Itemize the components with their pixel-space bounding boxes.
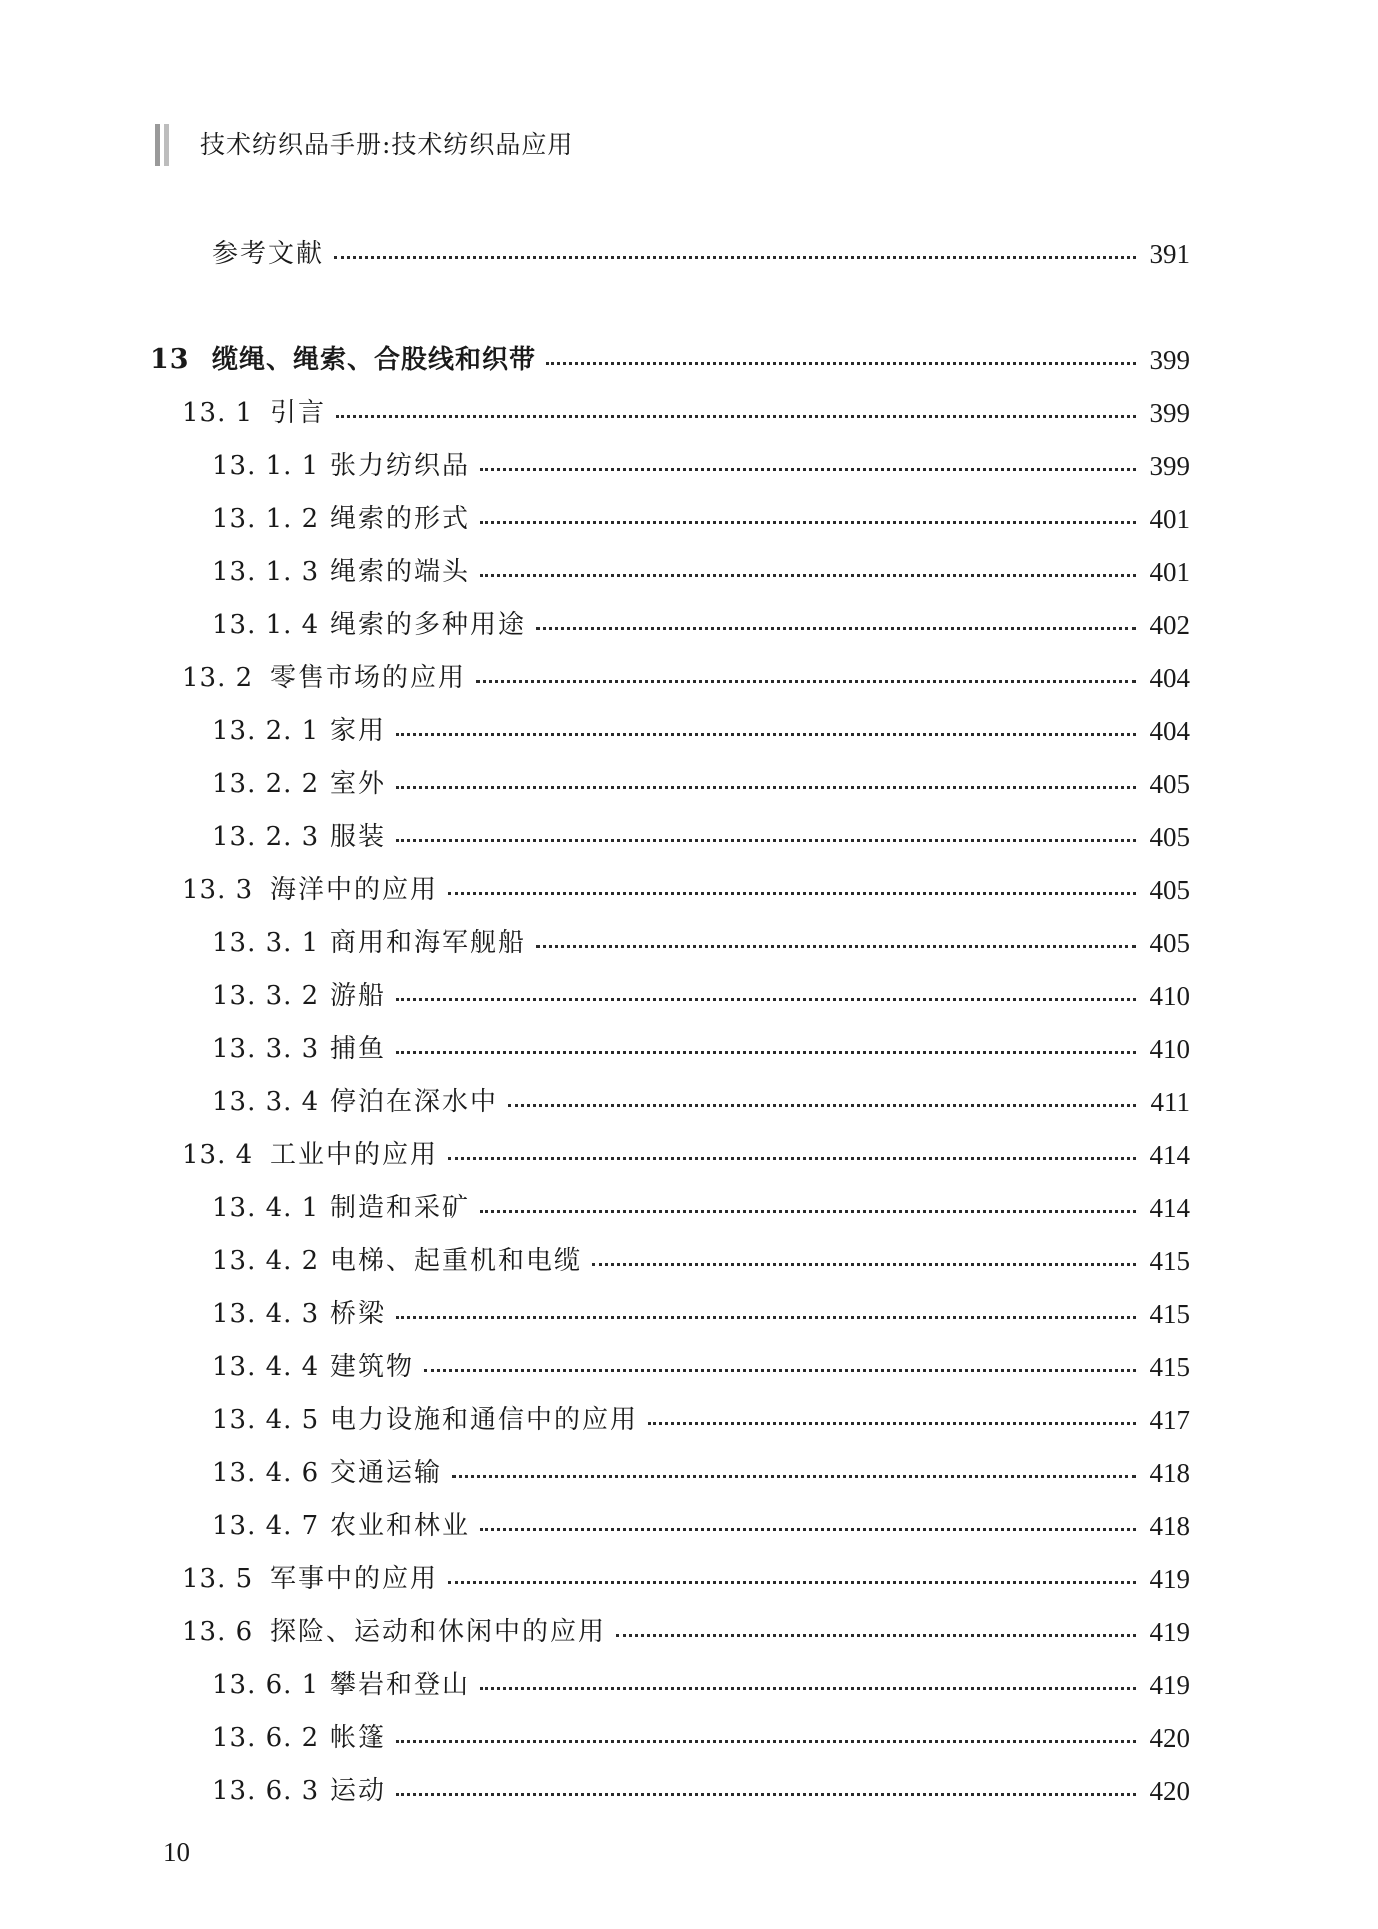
- toc-subsection-entry[interactable]: [212, 1241, 1190, 1281]
- toc-subsection-entry[interactable]: [212, 1665, 1190, 1705]
- toc-entry-page: 399: [1149, 398, 1190, 428]
- toc-entry-title: 张力纺织品: [330, 451, 471, 481]
- toc-entry-number: 13. 1: [182, 398, 254, 428]
- toc-entry-title: 商用和海军舰船: [330, 928, 527, 958]
- toc-entry-page: 411: [1150, 1087, 1190, 1117]
- dot-leader: [480, 1210, 1136, 1213]
- toc-entry-title: 攀岩和登山: [330, 1670, 471, 1700]
- toc-entry-title: 制造和采矿: [330, 1193, 471, 1223]
- toc-subsection-entry[interactable]: [212, 923, 1190, 963]
- dot-leader: [396, 733, 1136, 736]
- header-bar-mark: [155, 124, 160, 166]
- toc-entry-title: 引言: [270, 398, 327, 428]
- dot-leader: [452, 1475, 1136, 1478]
- toc-subsection-entry[interactable]: [212, 1294, 1190, 1334]
- dot-leader: [546, 362, 1136, 365]
- toc-subsection-entry[interactable]: [212, 446, 1190, 486]
- dot-leader: [396, 1793, 1136, 1796]
- toc-entry-page: 404: [1149, 716, 1190, 746]
- toc-entry-page: 418: [1149, 1458, 1190, 1488]
- toc-entry-page: 420: [1149, 1723, 1190, 1753]
- chapter-title: 缆绳、绳索、合股线和织带: [212, 345, 537, 375]
- toc-section-entry[interactable]: [182, 393, 1190, 433]
- toc-entry-title: 室外: [330, 769, 387, 799]
- toc-entry-page: 402: [1149, 610, 1190, 640]
- dot-leader: [592, 1263, 1136, 1266]
- toc-section-entry[interactable]: [182, 1559, 1190, 1599]
- toc-entry-references[interactable]: [212, 234, 1190, 274]
- toc-entry-title: 电梯、起重机和电缆: [330, 1246, 583, 1276]
- dot-leader: [480, 1687, 1136, 1690]
- dot-leader: [480, 574, 1136, 577]
- toc-entry-page: 404: [1149, 663, 1190, 693]
- toc-subsection-entry[interactable]: [212, 817, 1190, 857]
- toc-entry-number: 13. 6: [182, 1617, 254, 1647]
- dot-leader: [508, 1104, 1136, 1107]
- toc-entry-page: 401: [1149, 557, 1190, 587]
- toc-entry-page: 405: [1149, 769, 1190, 799]
- dot-leader: [648, 1422, 1136, 1425]
- dot-leader: [334, 256, 1136, 259]
- toc-entry-page: 405: [1149, 928, 1190, 958]
- toc-entry-title: 农业和林业: [330, 1511, 471, 1541]
- toc-entry-title: 海洋中的应用: [270, 875, 439, 905]
- chapter-page: 399: [1149, 345, 1190, 375]
- toc-entry-page: 405: [1149, 822, 1190, 852]
- dot-leader: [424, 1369, 1136, 1372]
- dot-leader: [616, 1634, 1136, 1637]
- toc-subsection-entry[interactable]: [212, 764, 1190, 804]
- toc-subsection-entry[interactable]: [212, 605, 1190, 645]
- toc-subsection-entry[interactable]: [212, 1718, 1190, 1758]
- toc-entry-number: 13. 3. 3: [212, 1034, 320, 1064]
- toc-entry-number: 13. 5: [182, 1564, 254, 1594]
- toc-entry-title: 绳索的端头: [330, 557, 471, 587]
- toc-entry-title: 运动: [330, 1776, 387, 1806]
- toc-subsection-entry[interactable]: [212, 1347, 1190, 1387]
- toc-entry-page: 417: [1149, 1405, 1190, 1435]
- dot-leader: [396, 839, 1136, 842]
- toc-section-entry[interactable]: [182, 1612, 1190, 1652]
- toc-entry-title: 探险、运动和休闲中的应用: [270, 1617, 607, 1647]
- toc-entry-title: 电力设施和通信中的应用: [330, 1405, 639, 1435]
- toc-entry-number: 13. 4. 1: [212, 1193, 320, 1223]
- toc-section-entry[interactable]: [182, 658, 1190, 698]
- toc-entry-title: 工业中的应用: [270, 1140, 439, 1170]
- toc-entry-title: 参考文献: [212, 239, 325, 269]
- dot-leader: [396, 1316, 1136, 1319]
- toc-entry-number: 13. 4. 5: [212, 1405, 320, 1435]
- dot-leader: [396, 1740, 1136, 1743]
- toc-entry-page: 415: [1149, 1246, 1190, 1276]
- toc-entry-number: 13. 1. 3: [212, 557, 320, 587]
- dot-leader: [476, 680, 1136, 683]
- dot-leader: [448, 1581, 1136, 1584]
- toc-entry-title: 家用: [330, 716, 387, 746]
- toc-subsection-entry[interactable]: [212, 1771, 1190, 1811]
- toc-entry-number: 13. 3: [182, 875, 254, 905]
- toc-entry-title: 捕鱼: [330, 1034, 387, 1064]
- toc-section-entry[interactable]: [182, 870, 1190, 910]
- toc-subsection-entry[interactable]: [212, 1453, 1190, 1493]
- dot-leader: [480, 521, 1136, 524]
- toc-subsection-entry[interactable]: [212, 552, 1190, 592]
- toc-entry-number: 13. 2. 3: [212, 822, 320, 852]
- toc-entry-page: 405: [1149, 875, 1190, 905]
- running-header: [155, 124, 855, 166]
- toc-entry-title: 桥梁: [330, 1299, 387, 1329]
- dot-leader: [396, 786, 1136, 789]
- toc-entry-number: 13. 4: [182, 1140, 254, 1170]
- toc-entry-title: 帐篷: [330, 1723, 387, 1753]
- toc-entry-page: 418: [1149, 1511, 1190, 1541]
- toc-entry-number: 13. 4. 6: [212, 1458, 320, 1488]
- toc-entry-page: 401: [1149, 504, 1190, 534]
- toc-entry-number: 13. 1. 1: [212, 451, 320, 481]
- page-number: 10: [163, 1837, 190, 1867]
- toc-subsection-entry[interactable]: [212, 1400, 1190, 1440]
- dot-leader: [536, 627, 1136, 630]
- toc-subsection-entry[interactable]: [212, 1188, 1190, 1228]
- toc-entry-page: 415: [1149, 1352, 1190, 1382]
- toc-entry-page: 415: [1149, 1299, 1190, 1329]
- dot-leader: [396, 1051, 1136, 1054]
- toc-entry-number: 13. 3. 4: [212, 1087, 320, 1117]
- toc-entry-number: 13. 4. 7: [212, 1511, 320, 1541]
- toc-entry-number: 13. 6. 2: [212, 1723, 320, 1753]
- toc-chapter-entry[interactable]: [150, 340, 1190, 380]
- dot-leader: [480, 468, 1136, 471]
- toc-subsection-entry[interactable]: [212, 1029, 1190, 1069]
- toc-entry-page: 419: [1149, 1670, 1190, 1700]
- toc-entry-number: 13. 2. 1: [212, 716, 320, 746]
- toc-entry-page: 399: [1149, 451, 1190, 481]
- dot-leader: [448, 1157, 1136, 1160]
- header-title: 技术纺织品手册:技术纺织品应用: [200, 130, 574, 159]
- toc-entry-title: 建筑物: [330, 1352, 415, 1382]
- dot-leader: [480, 1528, 1136, 1531]
- toc-section-entry[interactable]: [182, 1135, 1190, 1175]
- toc-entry-title: 停泊在深水中: [330, 1087, 499, 1117]
- toc-entry-number: 13. 4. 4: [212, 1352, 320, 1382]
- chapter-number: 13: [150, 344, 190, 375]
- toc-entry-number: 13. 3. 1: [212, 928, 320, 958]
- toc-entry-number: 13. 4. 3: [212, 1299, 320, 1329]
- toc-entry-number: 13. 3. 2: [212, 981, 320, 1011]
- toc-entry-page: 414: [1149, 1140, 1190, 1170]
- toc-entry-number: 13. 2. 2: [212, 769, 320, 799]
- toc-entry-title: 绳索的形式: [330, 504, 471, 534]
- toc-entry-title: 军事中的应用: [270, 1564, 439, 1594]
- toc-entry-page: 391: [1149, 239, 1190, 269]
- toc-entry-page: 410: [1149, 981, 1190, 1011]
- toc-entry-page: 420: [1149, 1776, 1190, 1806]
- toc-entry-number: 13. 6. 3: [212, 1776, 320, 1806]
- dot-leader: [536, 945, 1136, 948]
- dot-leader: [396, 998, 1136, 1001]
- toc-entry-title: 游船: [330, 981, 387, 1011]
- dot-leader: [448, 892, 1136, 895]
- dot-leader: [336, 415, 1136, 418]
- toc-entry-number: 13. 1. 2: [212, 504, 320, 534]
- toc-entry-number: 13. 4. 2: [212, 1246, 320, 1276]
- toc-entry-title: 服装: [330, 822, 387, 852]
- toc-entry-title: 交通运输: [330, 1458, 443, 1488]
- toc-entry-title: 零售市场的应用: [270, 663, 467, 693]
- toc-entry-number: 13. 1. 4: [212, 610, 320, 640]
- toc-subsection-entry[interactable]: [212, 499, 1190, 539]
- toc-entry-number: 13. 2: [182, 663, 254, 693]
- toc-subsection-entry[interactable]: [212, 1082, 1190, 1122]
- toc-subsection-entry[interactable]: [212, 976, 1190, 1016]
- toc-entry-page: 414: [1149, 1193, 1190, 1223]
- toc-entry-title: 绳索的多种用途: [330, 610, 527, 640]
- toc-entry-page: 419: [1149, 1617, 1190, 1647]
- toc-entry-number: 13. 6. 1: [212, 1670, 320, 1700]
- toc-entry-page: 419: [1149, 1564, 1190, 1594]
- toc-subsection-entry[interactable]: [212, 711, 1190, 751]
- toc-entry-page: 410: [1149, 1034, 1190, 1064]
- toc-subsection-entry[interactable]: [212, 1506, 1190, 1546]
- header-bar-mark: [164, 124, 169, 166]
